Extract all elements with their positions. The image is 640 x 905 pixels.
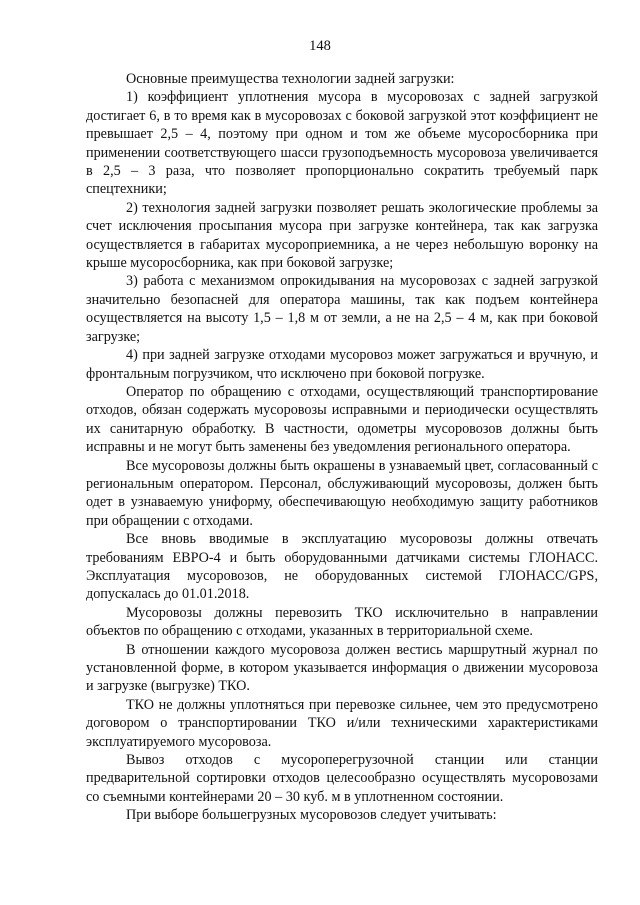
paragraph-intro: Основные преимущества технологии задней загрузки: <box>126 71 455 87</box>
paragraph-route-journal: В отношении каждого мусоровоза должен вестись маршрутный журнал по установленной форме, в котором указывается информация о движении мусоровоза и загрузке (выгрузке) ТКО. <box>86 641 598 695</box>
paragraph-heavy-trucks: При выборе большегрузных мусоровозов следует учитывать: <box>126 807 497 824</box>
paragraph-transport-direction: Мусоровозы должны перевозить ТКО исключительно в направлении объектов по обращению с отходами, указанных в территориальной схеме. <box>86 604 598 640</box>
paragraph-removal: Вывоз отходов с мусороперегрузочной станции или станции предварительной сортировки отходов целесообразно осуществлять мусоровозами со съемными контейнерами 20 – 30 куб. м в уплотненном состоянии. <box>86 752 598 805</box>
paragraph-color-uniform: Все мусоровозы должны быть окрашены в узнаваемый цвет, согласованный с региональным оператором. Персонал, обслуживающий мусоровозы, должен быть одет в узнаваемую униформу, обеспечивающую необходимую защиту работников при обращении с отходами. <box>86 457 598 529</box>
paragraph-advantage-4: 4) при задней загрузке отходами мусоровоз может загружаться и вручную, и фронтальным погрузчиком, что исключено при боковой погрузке. <box>86 347 598 382</box>
paragraph-advantage-2: 2) технология задней загрузки позволяет решать экологические проблемы за счет исключения просыпания мусора при загрузке контейнера, так как загрузка осуществляется в габаритах мусороприемника, а не через небольшую воронку на крыше мусоросборника, как при боковой загрузке; <box>86 199 598 272</box>
paragraph-operator: Оператор по обращению с отходами, осуществляющий транспортирование отходов, обязан содержать мусоровозы исправными и периодически осуществлять их санитарную обработку. В частности, одометры мусоровозов должны быть исправны и не могут быть заменены без уведомления регионального оператора. <box>86 383 598 456</box>
paragraph-advantage-1: 1) коэффициент уплотнения мусора в мусоровозах с задней загрузкой достигает 6, в то время как в мусоровозах с боковой загрузкой этот коэффициент не превышает 2,5 – 4, поэтому при одном и том же объеме мусоросборника при применении соответствующего шасси грузоподъемность мусоровоза увеличивается в 2,5 – 3 раза, что позволяет пропорционально сократить требуемый парк спецтехники; <box>86 89 598 198</box>
paragraph-euro4-glonass: Все вновь вводимые в эксплуатацию мусоровозы должны отвечать требованиям ЕВРО-4 и быть оборудованными датчиками системы ГЛОНАСС. Эксплуатация мусоровозов, не оборудованных системой ГЛОНАСС/GPS, допускалась до 01.01.2018. <box>86 531 598 603</box>
document-body <box>86 70 598 825</box>
paragraph-advantage-3: 3) работа с механизмом опрокидывания на мусоровозах с задней загрузкой значительно безопасней для оператора машины, так как подъем контейнера осуществляется на высоту 1,5 – 1,8 м от земли, а не на 2,5 – 4 м, как при боковой загрузке; <box>86 273 598 345</box>
paragraph-compaction: ТКО не должны уплотняться при перевозке сильнее, чем это предусмотрено договором о транспортировании ТКО и/или техническими характеристиками эксплуатируемого мусоровоза. <box>86 696 598 750</box>
page-number: 148 <box>309 38 331 54</box>
